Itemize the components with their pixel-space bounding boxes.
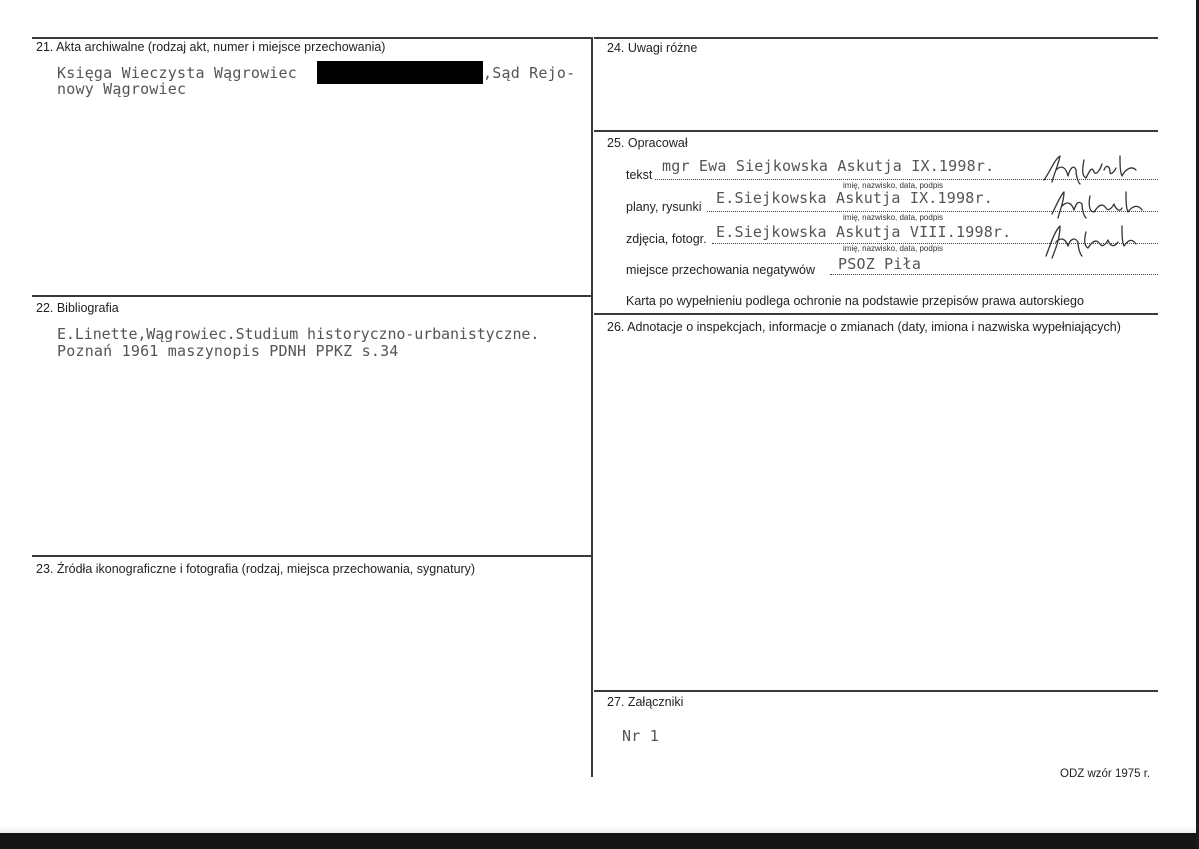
tekst-hint: imię, nazwisko, data, podpis — [843, 181, 944, 190]
section-24-label: 24. Uwagi różne — [607, 41, 698, 55]
section-21-label: 21. Akta archiwalne (rodzaj akt, numer i miejsce przechowania) — [36, 40, 386, 54]
scan-bottom-edge — [0, 833, 1199, 849]
section-22-line1: E.Linette,Wągrowiec.Studium historyczno-urbanistyczne. — [57, 325, 540, 343]
section-21-line1-end: ,Sąd Rejo- — [483, 64, 576, 82]
section-22-line2: Poznań 1961 maszynopis PDNH PPKZ s.34 — [57, 342, 399, 360]
redaction-bar — [317, 61, 483, 84]
negatives-dotted-line — [830, 274, 1158, 275]
section-22-label: 22. Bibliografia — [36, 301, 119, 315]
section-26-label: 26. Adnotacje o inspekcjach, informacje o zmianach (daty, imiona i nazwiska wypełniających) — [607, 320, 1121, 334]
form-id: ODZ wzór 1975 r. — [1060, 768, 1151, 780]
zdjecia-label: zdjęcia, fotogr. — [626, 232, 707, 246]
top-rule-left — [32, 37, 592, 39]
zdjecia-hint: imię, nazwisko, data, podpis — [843, 244, 944, 253]
tekst-label: tekst — [626, 168, 653, 182]
copyright-note: Karta po wypełnieniu podlega ochronie na podstawie przepisów prawa autorskiego — [626, 294, 1084, 308]
rule-25 — [594, 130, 1158, 132]
plany-value: E.Siejkowska Askutja IX.1998r. — [716, 189, 993, 207]
signature-plany — [1048, 188, 1148, 222]
section-21-line1-start: Księga Wieczysta Wągrowiec — [57, 64, 297, 82]
zdjecia-value: E.Siejkowska Askutja VIII.1998r. — [716, 223, 1012, 241]
signature-tekst — [1040, 150, 1140, 186]
section-27-value: Nr 1 — [622, 727, 659, 745]
center-divider — [591, 37, 593, 777]
rule-22 — [32, 295, 592, 297]
section-21-line2: nowy Wągrowiec — [57, 80, 187, 98]
section-27-label: 27. Załączniki — [607, 695, 684, 709]
rule-23 — [32, 555, 592, 557]
negatives-label: miejsce przechowania negatywów — [626, 263, 815, 277]
rule-26 — [594, 313, 1158, 315]
rule-27 — [594, 690, 1158, 692]
section-25-label: 25. Opracował — [607, 136, 688, 150]
negatives-value: PSOZ Piła — [838, 255, 922, 273]
signature-zdjecia — [1040, 218, 1140, 260]
section-23-label: 23. Źródła ikonograficzne i fotografia (rodzaj, miejsca przechowania, sygnatury) — [36, 562, 476, 576]
tekst-value: mgr Ewa Siejkowska Askutja IX.1998r. — [662, 157, 995, 175]
top-rule-right — [594, 37, 1158, 39]
plany-hint: imię, nazwisko, data, podpis — [843, 213, 944, 222]
plany-label: plany, rysunki — [626, 200, 702, 214]
